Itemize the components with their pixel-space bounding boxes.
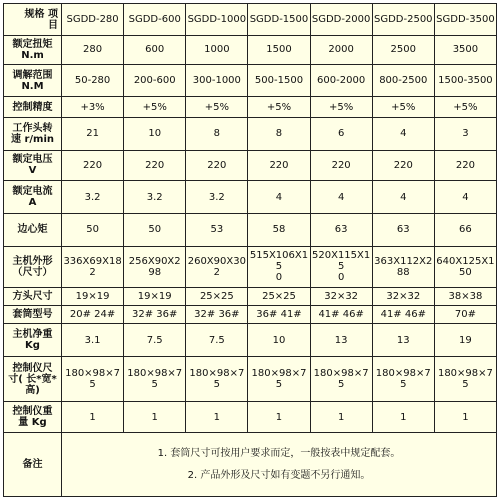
value-cell: +5% xyxy=(434,97,496,117)
table-row xyxy=(4,324,497,357)
value-cell: 180×98×75 xyxy=(186,357,248,402)
value-cell: 25×25 xyxy=(186,287,248,305)
header-row xyxy=(4,4,497,36)
value-cell: +5% xyxy=(124,97,186,117)
value-cell: 180×98×75 xyxy=(248,357,310,402)
value-cell: 13 xyxy=(310,324,372,357)
table-row xyxy=(4,64,497,97)
table-row xyxy=(4,117,497,150)
value-cell: 66 xyxy=(434,213,496,246)
value-cell: 1 xyxy=(62,402,124,433)
row-label: 控制仪尺 寸( 长*宽* 高) xyxy=(4,357,62,402)
corner-top-label: 规格 项 xyxy=(24,8,58,20)
value-cell: 32# 36# xyxy=(124,306,186,324)
value-cell: 3 xyxy=(434,117,496,150)
table-row xyxy=(4,150,497,181)
value-cell: 36# 41# xyxy=(248,306,310,324)
value-cell: 600 xyxy=(124,36,186,65)
value-cell: 800-2500 xyxy=(372,64,434,97)
value-cell: 4 xyxy=(372,117,434,150)
table-row xyxy=(4,246,497,287)
value-cell: 640X125X1 50 xyxy=(434,246,496,287)
value-cell: 7.5 xyxy=(124,324,186,357)
table-row xyxy=(4,36,497,65)
value-cell: 1 xyxy=(372,402,434,433)
remark-line: 1. 套筒尺寸可按用户要求而定，一般按表中规定配套。 xyxy=(157,447,401,459)
row-label: 调解范围 N.M xyxy=(4,64,62,97)
model-header: SGDD-1500 xyxy=(248,4,310,36)
value-cell: 180×98×75 xyxy=(372,357,434,402)
value-cell: 3.2 xyxy=(62,181,124,214)
value-cell: 19×19 xyxy=(62,287,124,305)
value-cell: 53 xyxy=(186,213,248,246)
value-cell: 1 xyxy=(434,402,496,433)
value-cell: 32# 36# xyxy=(186,306,248,324)
row-label: 工作头转 速 r/min xyxy=(4,117,62,150)
value-cell: 21 xyxy=(62,117,124,150)
value-cell: 4 xyxy=(372,181,434,214)
value-cell: +5% xyxy=(372,97,434,117)
value-cell: 220 xyxy=(124,150,186,181)
value-cell: 260X90X30 2 xyxy=(186,246,248,287)
value-cell: 220 xyxy=(248,150,310,181)
spec-table xyxy=(3,3,497,497)
row-label: 额定扭矩 N.m xyxy=(4,36,62,65)
value-cell: 1 xyxy=(186,402,248,433)
remark-line: 2. 产品外形及尺寸如有变题不另行通知。 xyxy=(187,469,371,481)
row-label: 方头尺寸 xyxy=(4,287,62,305)
value-cell: 4 xyxy=(248,181,310,214)
value-cell: 220 xyxy=(310,150,372,181)
value-cell: 336X69X18 2 xyxy=(62,246,124,287)
table-row xyxy=(4,97,497,117)
corner-bottom-label: 目 xyxy=(48,19,58,31)
value-cell: 7.5 xyxy=(186,324,248,357)
table-row xyxy=(4,213,497,246)
value-cell: 41# 46# xyxy=(310,306,372,324)
value-cell: 10 xyxy=(248,324,310,357)
row-label: 额定电压 V xyxy=(4,150,62,181)
row-label: 控制仪重 量 Kg xyxy=(4,402,62,433)
value-cell: 20# 24# xyxy=(62,306,124,324)
value-cell: 63 xyxy=(310,213,372,246)
value-cell: 180×98×75 xyxy=(62,357,124,402)
value-cell: 8 xyxy=(248,117,310,150)
value-cell: 520X115X15 0 xyxy=(310,246,372,287)
value-cell: 220 xyxy=(434,150,496,181)
value-cell: 6 xyxy=(310,117,372,150)
value-cell: 3.1 xyxy=(62,324,124,357)
value-cell: 25×25 xyxy=(248,287,310,305)
row-label: 边心矩 xyxy=(4,213,62,246)
value-cell: 1500-3500 xyxy=(434,64,496,97)
table-row xyxy=(4,402,497,433)
value-cell: 4 xyxy=(434,181,496,214)
model-header: SGDD-600 xyxy=(124,4,186,36)
value-cell: 19×19 xyxy=(124,287,186,305)
value-cell: 50 xyxy=(62,213,124,246)
value-cell: +5% xyxy=(310,97,372,117)
value-cell: 300-1000 xyxy=(186,64,248,97)
value-cell: 38×38 xyxy=(434,287,496,305)
value-cell: 280 xyxy=(62,36,124,65)
value-cell: 200-600 xyxy=(124,64,186,97)
value-cell: 363X112X2 88 xyxy=(372,246,434,287)
model-header: SGDD-1000 xyxy=(186,4,248,36)
value-cell: 32×32 xyxy=(372,287,434,305)
value-cell: 515X106X15 0 xyxy=(248,246,310,287)
value-cell: +3% xyxy=(62,97,124,117)
row-label: 套筒型号 xyxy=(4,306,62,324)
value-cell: 180×98×75 xyxy=(310,357,372,402)
value-cell: 1000 xyxy=(186,36,248,65)
value-cell: +5% xyxy=(248,97,310,117)
value-cell: 41# 46# xyxy=(372,306,434,324)
row-label: 额定电流 A xyxy=(4,181,62,214)
value-cell: 4 xyxy=(310,181,372,214)
value-cell: 220 xyxy=(372,150,434,181)
value-cell: 3500 xyxy=(434,36,496,65)
value-cell: 220 xyxy=(62,150,124,181)
row-label: 主机外形 （尺寸） xyxy=(4,246,62,287)
corner-cell xyxy=(4,4,62,36)
value-cell: 10 xyxy=(124,117,186,150)
value-cell: 180×98×75 xyxy=(124,357,186,402)
model-header: SGDD-3500 xyxy=(434,4,496,36)
value-cell: +5% xyxy=(186,97,248,117)
row-label: 控制精度 xyxy=(4,97,62,117)
remarks-label: 备注 xyxy=(4,433,62,497)
value-cell: 32×32 xyxy=(310,287,372,305)
value-cell: 70# xyxy=(434,306,496,324)
value-cell: 1500 xyxy=(248,36,310,65)
remarks-content xyxy=(62,433,497,497)
value-cell: 63 xyxy=(372,213,434,246)
value-cell: 50 xyxy=(124,213,186,246)
spec-body xyxy=(4,36,497,433)
value-cell: 220 xyxy=(186,150,248,181)
row-label: 主机净重 Kg xyxy=(4,324,62,357)
value-cell: 180×98×75 xyxy=(434,357,496,402)
value-cell: 256X90X2 98 xyxy=(124,246,186,287)
value-cell: 1 xyxy=(124,402,186,433)
table-row xyxy=(4,357,497,402)
table-row xyxy=(4,306,497,324)
value-cell: 50-280 xyxy=(62,64,124,97)
value-cell: 19 xyxy=(434,324,496,357)
model-header: SGDD-2500 xyxy=(372,4,434,36)
remarks-row xyxy=(4,433,497,497)
value-cell: 13 xyxy=(372,324,434,357)
value-cell: 500-1500 xyxy=(248,64,310,97)
value-cell: 600-2000 xyxy=(310,64,372,97)
value-cell: 3.2 xyxy=(124,181,186,214)
model-header: SGDD-280 xyxy=(62,4,124,36)
value-cell: 1 xyxy=(248,402,310,433)
value-cell: 1 xyxy=(310,402,372,433)
value-cell: 58 xyxy=(248,213,310,246)
value-cell: 8 xyxy=(186,117,248,150)
value-cell: 2000 xyxy=(310,36,372,65)
value-cell: 2500 xyxy=(372,36,434,65)
table-row xyxy=(4,181,497,214)
value-cell: 3.2 xyxy=(186,181,248,214)
table-row xyxy=(4,287,497,305)
model-header: SGDD-2000 xyxy=(310,4,372,36)
